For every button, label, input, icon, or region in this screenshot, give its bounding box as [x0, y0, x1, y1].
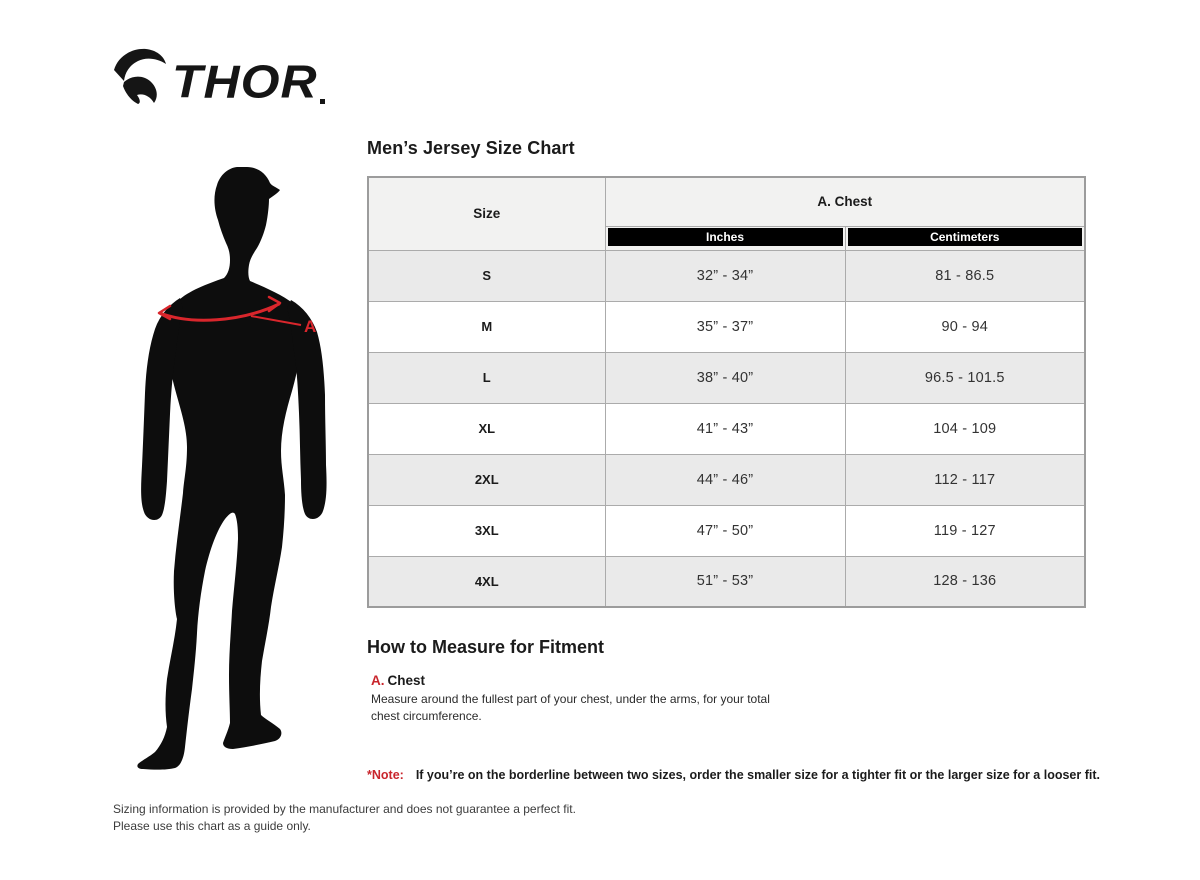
centimeters-value: 104 - 109 — [845, 403, 1085, 454]
measure-item-chest — [371, 673, 781, 725]
size-label: 3XL — [368, 505, 605, 556]
centimeters-value: 112 - 117 — [845, 454, 1085, 505]
table-header-row — [368, 177, 1085, 226]
centimeters-value: 128 - 136 — [845, 556, 1085, 607]
measure-item-description: Measure around the fullest part of your chest, under the arms, for your total chest circumference. — [371, 692, 770, 724]
inches-value: 47” - 50” — [605, 505, 845, 556]
column-header-chest: A. Chest — [605, 177, 1085, 226]
size-label: M — [368, 301, 605, 352]
inches-value: 32” - 34” — [605, 250, 845, 301]
table-row — [368, 403, 1085, 454]
table-row — [368, 454, 1085, 505]
size-label: 4XL — [368, 556, 605, 607]
subheader-inches-cell — [605, 226, 845, 250]
sizing-note — [367, 768, 1100, 782]
size-label: 2XL — [368, 454, 605, 505]
footer-line-1: Sizing information is provided by the manufacturer and does not guarantee a perfect fit. — [113, 802, 576, 816]
brand-wordmark: THOR — [172, 56, 318, 108]
male-silhouette-illustration — [133, 166, 338, 772]
inches-value: 35” - 37” — [605, 301, 845, 352]
measure-point-label: A — [304, 317, 317, 336]
inches-value: 44” - 46” — [605, 454, 845, 505]
size-chart-table — [367, 176, 1086, 608]
thor-ram-icon — [112, 46, 168, 104]
note-label: *Note: — [367, 768, 404, 782]
measure-item-name: Chest — [387, 673, 426, 688]
centimeters-value: 90 - 94 — [845, 301, 1085, 352]
brand-wordmark-dot — [320, 99, 325, 104]
inches-value: 38” - 40” — [605, 352, 845, 403]
centimeters-value: 81 - 86.5 — [845, 250, 1085, 301]
table-row — [368, 352, 1085, 403]
table-row — [368, 301, 1085, 352]
size-label: XL — [368, 403, 605, 454]
footer-disclaimer — [113, 801, 576, 836]
inches-value: 51” - 53” — [605, 556, 845, 607]
page-title: Men’s Jersey Size Chart — [367, 138, 575, 158]
note-text: If you’re on the borderline between two sizes, order the smaller size for a tighter fit or the larger size for a looser fit. — [415, 768, 1100, 782]
subheader-inches: Inches — [608, 228, 843, 246]
centimeters-value: 119 - 127 — [845, 505, 1085, 556]
table-row — [368, 250, 1085, 301]
column-header-size: Size — [368, 177, 605, 250]
measure-item-heading — [371, 673, 781, 688]
how-to-measure-title: How to Measure for Fitment — [367, 637, 605, 657]
subheader-centimeters: Centimeters — [848, 228, 1083, 246]
footer-line-2: Please use this chart as a guide only. — [113, 819, 311, 834]
table-row — [368, 556, 1085, 607]
brand-logo — [112, 46, 325, 108]
size-label: S — [368, 250, 605, 301]
inches-value: 41” - 43” — [605, 403, 845, 454]
size-label: L — [368, 352, 605, 403]
body-silhouette-figure — [133, 166, 338, 772]
table-row — [368, 505, 1085, 556]
subheader-centimeters-cell — [845, 226, 1085, 250]
centimeters-value: 96.5 - 101.5 — [845, 352, 1085, 403]
measure-item-key: A. — [371, 673, 385, 688]
